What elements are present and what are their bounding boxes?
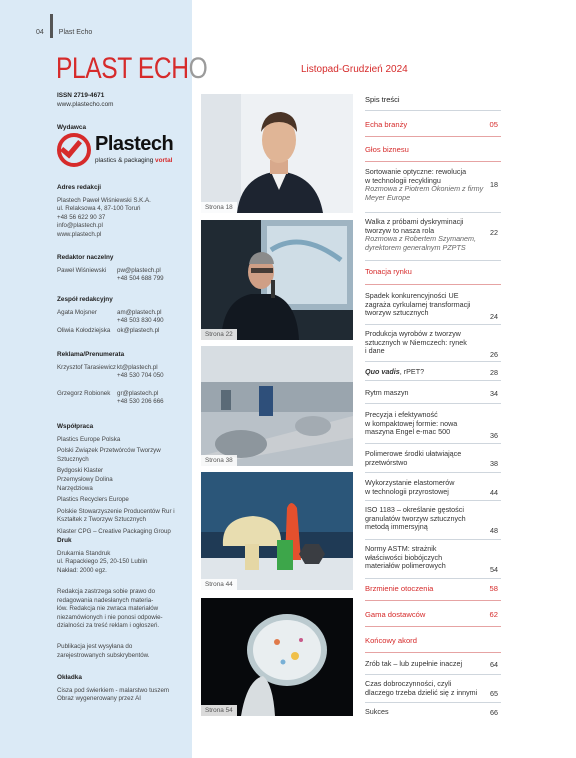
toc-page-number: 36 (490, 431, 498, 440)
toc-page-number: 28 (490, 368, 498, 377)
toc-page-number: 24 (490, 312, 498, 321)
divider (365, 578, 501, 579)
toc-entry[interactable]: Rytm maszyn (365, 388, 409, 397)
issn-number: ISSN 2719-4671 (57, 92, 105, 99)
divider (365, 626, 501, 627)
divider (365, 324, 501, 325)
website-link[interactable]: www.plastech.pl (57, 230, 102, 238)
divider (365, 500, 501, 501)
toc-entry[interactable]: Wykorzystanie elastomerów w technologii przyrostowej (365, 478, 455, 496)
toc-entry[interactable]: Sortowanie optyczne: rewolucja w technologii recyklingu Rozmowa z Piotrem Okoniem z firmy Meyer Europe (365, 167, 484, 202)
photo-conference-speaker[interactable] (201, 220, 353, 340)
divider (365, 652, 501, 653)
divider (365, 600, 501, 601)
toc-section-koncowy[interactable]: Końcowy akord (365, 636, 417, 645)
partners-section: Współpraca Plastics Europe Polska Polski Związek Przetwórców Tworzyw Sztucznych Bydgoski Klaster Przemysłowy Dolina Narzędziowa Plastics Recyclers Europe Polskie Stowarzyszenie Producentów Rur i Kształtek z Tworzyw Sztucznych Klaster CPG – Creative Packaging Group (57, 423, 175, 535)
magazine-name: Plast Echo (58, 28, 93, 36)
divider (365, 702, 501, 703)
editor-section: Redaktor naczelny Paweł Wiśniewski pw@plastech.pl +48 504 688 799 (57, 254, 164, 283)
toc-entry[interactable]: Quo vadis, rPET? (365, 367, 425, 376)
address-section: Adres redakcji Plastech Paweł Wiśniewski S.K.A. ul. Relaksowa 4, 87-100 Toruń +48 56 622 90 37 info@plastech.pl www.plastech.pl (57, 184, 187, 240)
header-divider (50, 14, 53, 38)
toc-entry[interactable]: Spadek konkurencyjności UE zagraża cyrkularnej transformacji tworzyw sztucznych (365, 291, 471, 318)
plast-echo-logo: PLAST ECHO (56, 52, 208, 85)
distribution-note: Publikacja jest wysyłana do zarejestrowanych subskrybentów. (57, 643, 150, 659)
3d-prints-image (201, 472, 353, 590)
cover-section: Okładka Cisza pod świerkiem - malarstwo tuszem Obraz wygenerowany przez AI (57, 674, 170, 703)
toc-page-number: 54 (490, 565, 498, 574)
speaker-image (201, 220, 353, 340)
toc-page-number: 64 (490, 660, 498, 669)
email-link[interactable]: ok@plastech.pl (117, 326, 160, 334)
photo-petri-dish[interactable] (201, 598, 353, 716)
petri-dish-image (201, 598, 353, 716)
divider (365, 161, 501, 162)
issn-block (57, 91, 113, 109)
toc-page-number: 48 (490, 526, 498, 535)
page-header (36, 20, 92, 44)
page-number: 04 (36, 28, 44, 36)
toc-page-number: 44 (490, 488, 498, 497)
toc-page-number: 05 (489, 120, 498, 129)
divider (365, 674, 501, 675)
photo-extrusion-line[interactable] (201, 346, 353, 466)
toc-section-glos[interactable]: Głos biznesu (365, 145, 409, 154)
toc-entry[interactable]: ISO 1183 – określanie gęstości granulatów tworzyw sztucznych metodą immersyjną (365, 505, 466, 532)
toc-section-gama[interactable]: Gama dostawców (365, 610, 426, 619)
toc-entry[interactable]: Polimerowe środki ułatwiające przetwórstwo (365, 449, 462, 467)
toc-entry[interactable]: Precyzja i efektywność w kompaktowej formie: nowa maszyna Engel e-mac 500 (365, 410, 458, 437)
print-section: Druk Drukarnia Standruk ul. Rapackiego 25, 20-150 Lublin Nakład: 2000 egz. (57, 537, 148, 574)
toc-entry[interactable]: Czas dobroczynności, czyli dlaczego trzeba dzielić się z innymi (365, 679, 478, 697)
divider (365, 472, 501, 473)
divider (365, 361, 501, 362)
ads-section: Reklama/Prenumerata Krzysztof Tarasiewicz kt@plastech.pl +48 530 704 050 Grzegorz Robionek gr@plastech.pl +48 530 206 666 (57, 351, 164, 406)
email-link[interactable]: am@plastech.pl (117, 308, 162, 316)
photo-interview-portrait[interactable] (201, 94, 353, 213)
toc-page-number: 22 (490, 228, 498, 237)
email-link[interactable]: info@plastech.pl (57, 222, 103, 230)
toc-page-number: 38 (490, 459, 498, 468)
toc-page-number: 34 (490, 389, 498, 398)
toc-entry[interactable]: Zrób tak – lub zupełnie inaczej (365, 659, 463, 668)
divider (365, 110, 501, 111)
divider (365, 260, 501, 261)
toc-page-number: 65 (490, 689, 498, 698)
email-link[interactable]: kt@plastech.pl (117, 363, 158, 371)
photo-caption: Strona 18 (201, 202, 237, 213)
divider (365, 284, 501, 285)
photo-3d-printed-parts[interactable] (201, 472, 353, 590)
email-link[interactable]: gr@plastech.pl (117, 389, 159, 397)
divider (365, 380, 501, 381)
toc-section-brzmienie[interactable]: Brzmienie otoczenia (365, 584, 434, 593)
publisher-heading: Wydawca (57, 124, 87, 131)
toc-section-echa[interactable]: Echa branży (365, 120, 408, 129)
website-link[interactable]: www.plastecho.com (57, 101, 114, 108)
toc-page-number: 26 (490, 350, 498, 359)
toc-page-number: 66 (490, 708, 498, 717)
toc-entry[interactable]: Normy ASTM: strażnik właściwości biobójczych materiałów polimerowych (365, 544, 446, 571)
toc-page-number: 58 (489, 584, 498, 593)
divider (365, 136, 501, 137)
plastech-logo: Plastech plastics & packaging vortal (57, 133, 177, 173)
toc-page-number: 18 (490, 180, 498, 189)
divider (365, 403, 501, 404)
divider (365, 212, 501, 213)
toc-entry[interactable]: Sukces (365, 707, 389, 716)
toc-section-tonacja[interactable]: Tonacja rynku (365, 267, 412, 276)
photo-caption: Strona 44 (201, 579, 237, 590)
email-link[interactable]: pw@plastech.pl (117, 266, 161, 274)
toc-title: Spis treści (365, 95, 400, 104)
toc-entry[interactable]: Produkcja wyrobów z tworzyw sztucznych w Niemczech: rynek i dane (365, 329, 467, 356)
divider (365, 539, 501, 540)
divider (365, 443, 501, 444)
photo-caption: Strona 38 (201, 455, 237, 466)
photo-caption: Strona 54 (201, 705, 237, 716)
man-portrait-image (201, 94, 353, 213)
disclaimer-note: Redakcja zastrzega sobie prawo do redagowania nadesłanych materia- łów. Redakcja nie zwraca materiałów niezamówionych i nie ponosi odpowie- dzialności za treść reklam i ogłoszeń. (57, 588, 163, 630)
toc-entry[interactable]: Walka z próbami dyskryminacji tworzyw to nasza rola Rozmowa z Robertem Szymanem, dyrektorem generalnym PZPTS (365, 217, 477, 252)
issue-date: Listopad-Grudzień 2024 (301, 64, 408, 75)
team-section: Zespół redakcyjny Agata Mojsner am@plastech.pl +48 503 830 490 Oliwia Kołodziejska ok@plastech.pl (57, 296, 164, 334)
factory-image (201, 346, 353, 466)
toc-page-number: 62 (489, 610, 498, 619)
photo-caption: Strona 22 (201, 329, 237, 340)
